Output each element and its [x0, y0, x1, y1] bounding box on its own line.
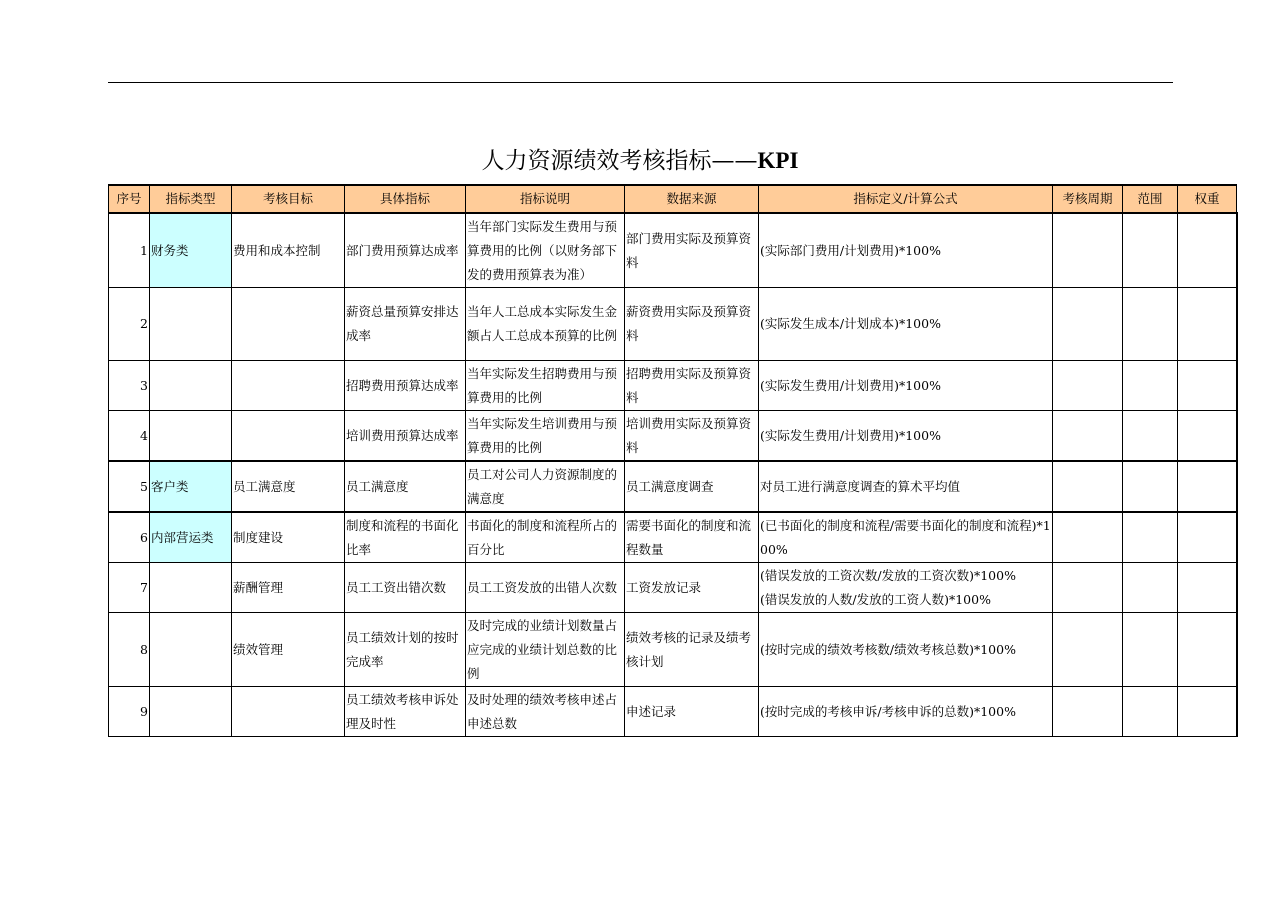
formula-cell: [759, 288, 1053, 361]
indicator-type: [150, 563, 232, 613]
data-source: 绩效考核的记录及绩考核计划: [625, 613, 759, 687]
weight-cell: [1178, 461, 1237, 512]
weight-cell: [1178, 361, 1237, 411]
scope-cell: [1123, 563, 1178, 613]
formula-line: (实际发生费用/计划费用)*100%: [760, 377, 941, 393]
specific-indicator: 制度和流程的书面化比率: [345, 512, 466, 563]
header-cell: 序号: [109, 185, 150, 213]
table-row: [109, 411, 1237, 462]
table-row: [109, 512, 1237, 563]
data-source: 员工满意度调查: [625, 461, 759, 512]
indicator-description: 当年实际发生培训费用与预算费用的比例: [466, 411, 625, 462]
header-cell: 权重: [1178, 185, 1237, 213]
indicator-type: 客户类: [150, 461, 232, 512]
period-cell: [1053, 563, 1123, 613]
formula-line: (按时完成的绩效考核数/绩效考核总数)*100%: [760, 641, 1016, 657]
formula-line: (错误发放的人数/发放的工资人数)*100%: [760, 591, 991, 607]
specific-indicator: 员工工资出错次数: [345, 563, 466, 613]
row-number: 2: [109, 288, 150, 361]
weight-cell: [1178, 563, 1237, 613]
table-row: [109, 361, 1237, 411]
indicator-type: [150, 687, 232, 737]
indicator-description: 及时完成的业绩计划数量占应完成的业绩计划总数的比例: [466, 613, 625, 687]
assessment-goal: [232, 361, 345, 411]
specific-indicator: 员工满意度: [345, 461, 466, 512]
assessment-goal: 员工满意度: [232, 461, 345, 512]
formula-line: (按时完成的考核申诉/考核申诉的总数)*100%: [760, 703, 1016, 719]
header-cell: 具体指标: [345, 185, 466, 213]
weight-cell: [1178, 288, 1237, 361]
specific-indicator: 培训费用预算达成率: [345, 411, 466, 462]
formula-line: 对员工进行满意度调查的算术平均值: [760, 478, 961, 494]
indicator-type: 财务类: [150, 213, 232, 288]
scope-cell: [1123, 512, 1178, 563]
formula-line: (已书面化的制度和流程/需要书面化的制度和流程)*100%: [760, 517, 1051, 557]
row-number: 8: [109, 613, 150, 687]
indicator-type: [150, 411, 232, 462]
scope-cell: [1123, 288, 1178, 361]
scope-cell: [1123, 613, 1178, 687]
formula-line: (实际发生费用/计划费用)*100%: [760, 427, 941, 443]
weight-cell: [1178, 512, 1237, 563]
assessment-goal: 制度建设: [232, 512, 345, 563]
row-number: 6: [109, 512, 150, 563]
row-number: 1: [109, 213, 150, 288]
indicator-description: 员工工资发放的出错人次数: [466, 563, 625, 613]
data-source: 培训费用实际及预算资料: [625, 411, 759, 462]
table-header-row: [109, 185, 1237, 213]
period-cell: [1053, 288, 1123, 361]
data-source: 需要书面化的制度和流程数量: [625, 512, 759, 563]
document-title: [0, 144, 1280, 178]
weight-cell: [1178, 613, 1237, 687]
formula-line: (错误发放的工资次数/发放的工资次数)*100%: [760, 567, 1016, 583]
indicator-description: 当年人工总成本实际发生金额占人工总成本预算的比例: [466, 288, 625, 361]
period-cell: [1053, 213, 1123, 288]
period-cell: [1053, 361, 1123, 411]
header-cell: 数据来源: [625, 185, 759, 213]
indicator-type: [150, 613, 232, 687]
row-number: 7: [109, 563, 150, 613]
assessment-goal: 绩效管理: [232, 613, 345, 687]
formula-cell: [759, 411, 1053, 462]
period-cell: [1053, 613, 1123, 687]
indicator-type: [150, 361, 232, 411]
kpi-table: [108, 184, 1238, 737]
header-cell: 考核目标: [232, 185, 345, 213]
header-cell: 指标定义/计算公式: [759, 185, 1053, 213]
assessment-goal: 薪酬管理: [232, 563, 345, 613]
formula-cell: [759, 613, 1053, 687]
period-cell: [1053, 512, 1123, 563]
specific-indicator: 员工绩效考核申诉处理及时性: [345, 687, 466, 737]
header-cell: 指标说明: [466, 185, 625, 213]
indicator-type: [150, 288, 232, 361]
indicator-description: 书面化的制度和流程所占的百分比: [466, 512, 625, 563]
assessment-goal: [232, 687, 345, 737]
formula-cell: [759, 213, 1053, 288]
formula-cell: [759, 563, 1053, 613]
scope-cell: [1123, 687, 1178, 737]
period-cell: [1053, 687, 1123, 737]
table-row: [109, 613, 1237, 687]
formula-line: (实际发生成本/计划成本)*100%: [760, 316, 941, 331]
period-cell: [1053, 411, 1123, 462]
table-row: [109, 687, 1237, 737]
scope-cell: [1123, 411, 1178, 462]
scope-cell: [1123, 213, 1178, 288]
formula-cell: [759, 687, 1053, 737]
specific-indicator: 薪资总量预算安排达成率: [345, 288, 466, 361]
specific-indicator: 员工绩效计划的按时完成率: [345, 613, 466, 687]
assessment-goal: 费用和成本控制: [232, 213, 345, 288]
header-rule: [108, 82, 1173, 83]
specific-indicator: 部门费用预算达成率: [345, 213, 466, 288]
row-number: 5: [109, 461, 150, 512]
header-cell: 范围: [1123, 185, 1178, 213]
assessment-goal: [232, 411, 345, 462]
table-row: [109, 461, 1237, 512]
indicator-description: 员工对公司人力资源制度的满意度: [466, 461, 625, 512]
formula-line: (实际部门费用/计划费用)*100%: [760, 242, 941, 258]
weight-cell: [1178, 687, 1237, 737]
period-cell: [1053, 461, 1123, 512]
header-cell: 考核周期: [1053, 185, 1123, 213]
header-cell: 指标类型: [150, 185, 232, 213]
table-row: [109, 288, 1237, 361]
formula-cell: [759, 361, 1053, 411]
row-number: 4: [109, 411, 150, 462]
assessment-goal: [232, 288, 345, 361]
weight-cell: [1178, 411, 1237, 462]
formula-cell: [759, 461, 1053, 512]
indicator-description: 当年实际发生招聘费用与预算费用的比例: [466, 361, 625, 411]
indicator-type: 内部营运类: [150, 512, 232, 563]
data-source: 薪资费用实际及预算资料: [625, 288, 759, 361]
data-source: 招聘费用实际及预算资料: [625, 361, 759, 411]
indicator-description: 及时处理的绩效考核申述占申述总数: [466, 687, 625, 737]
row-number: 9: [109, 687, 150, 737]
row-number: 3: [109, 361, 150, 411]
formula-cell: [759, 512, 1053, 563]
weight-cell: [1178, 213, 1237, 288]
table-row: [109, 563, 1237, 613]
indicator-description: 当年部门实际发生费用与预算费用的比例（以财务部下发的费用预算表为准）: [466, 213, 625, 288]
document-title-kpi: KPI: [757, 148, 799, 173]
specific-indicator: 招聘费用预算达成率: [345, 361, 466, 411]
scope-cell: [1123, 461, 1178, 512]
data-source: 部门费用实际及预算资料: [625, 213, 759, 288]
document-title-text: 人力资源绩效考核指标——: [481, 148, 758, 174]
data-source: 工资发放记录: [625, 563, 759, 613]
scope-cell: [1123, 361, 1178, 411]
data-source: 申述记录: [625, 687, 759, 737]
table-row: [109, 213, 1237, 288]
